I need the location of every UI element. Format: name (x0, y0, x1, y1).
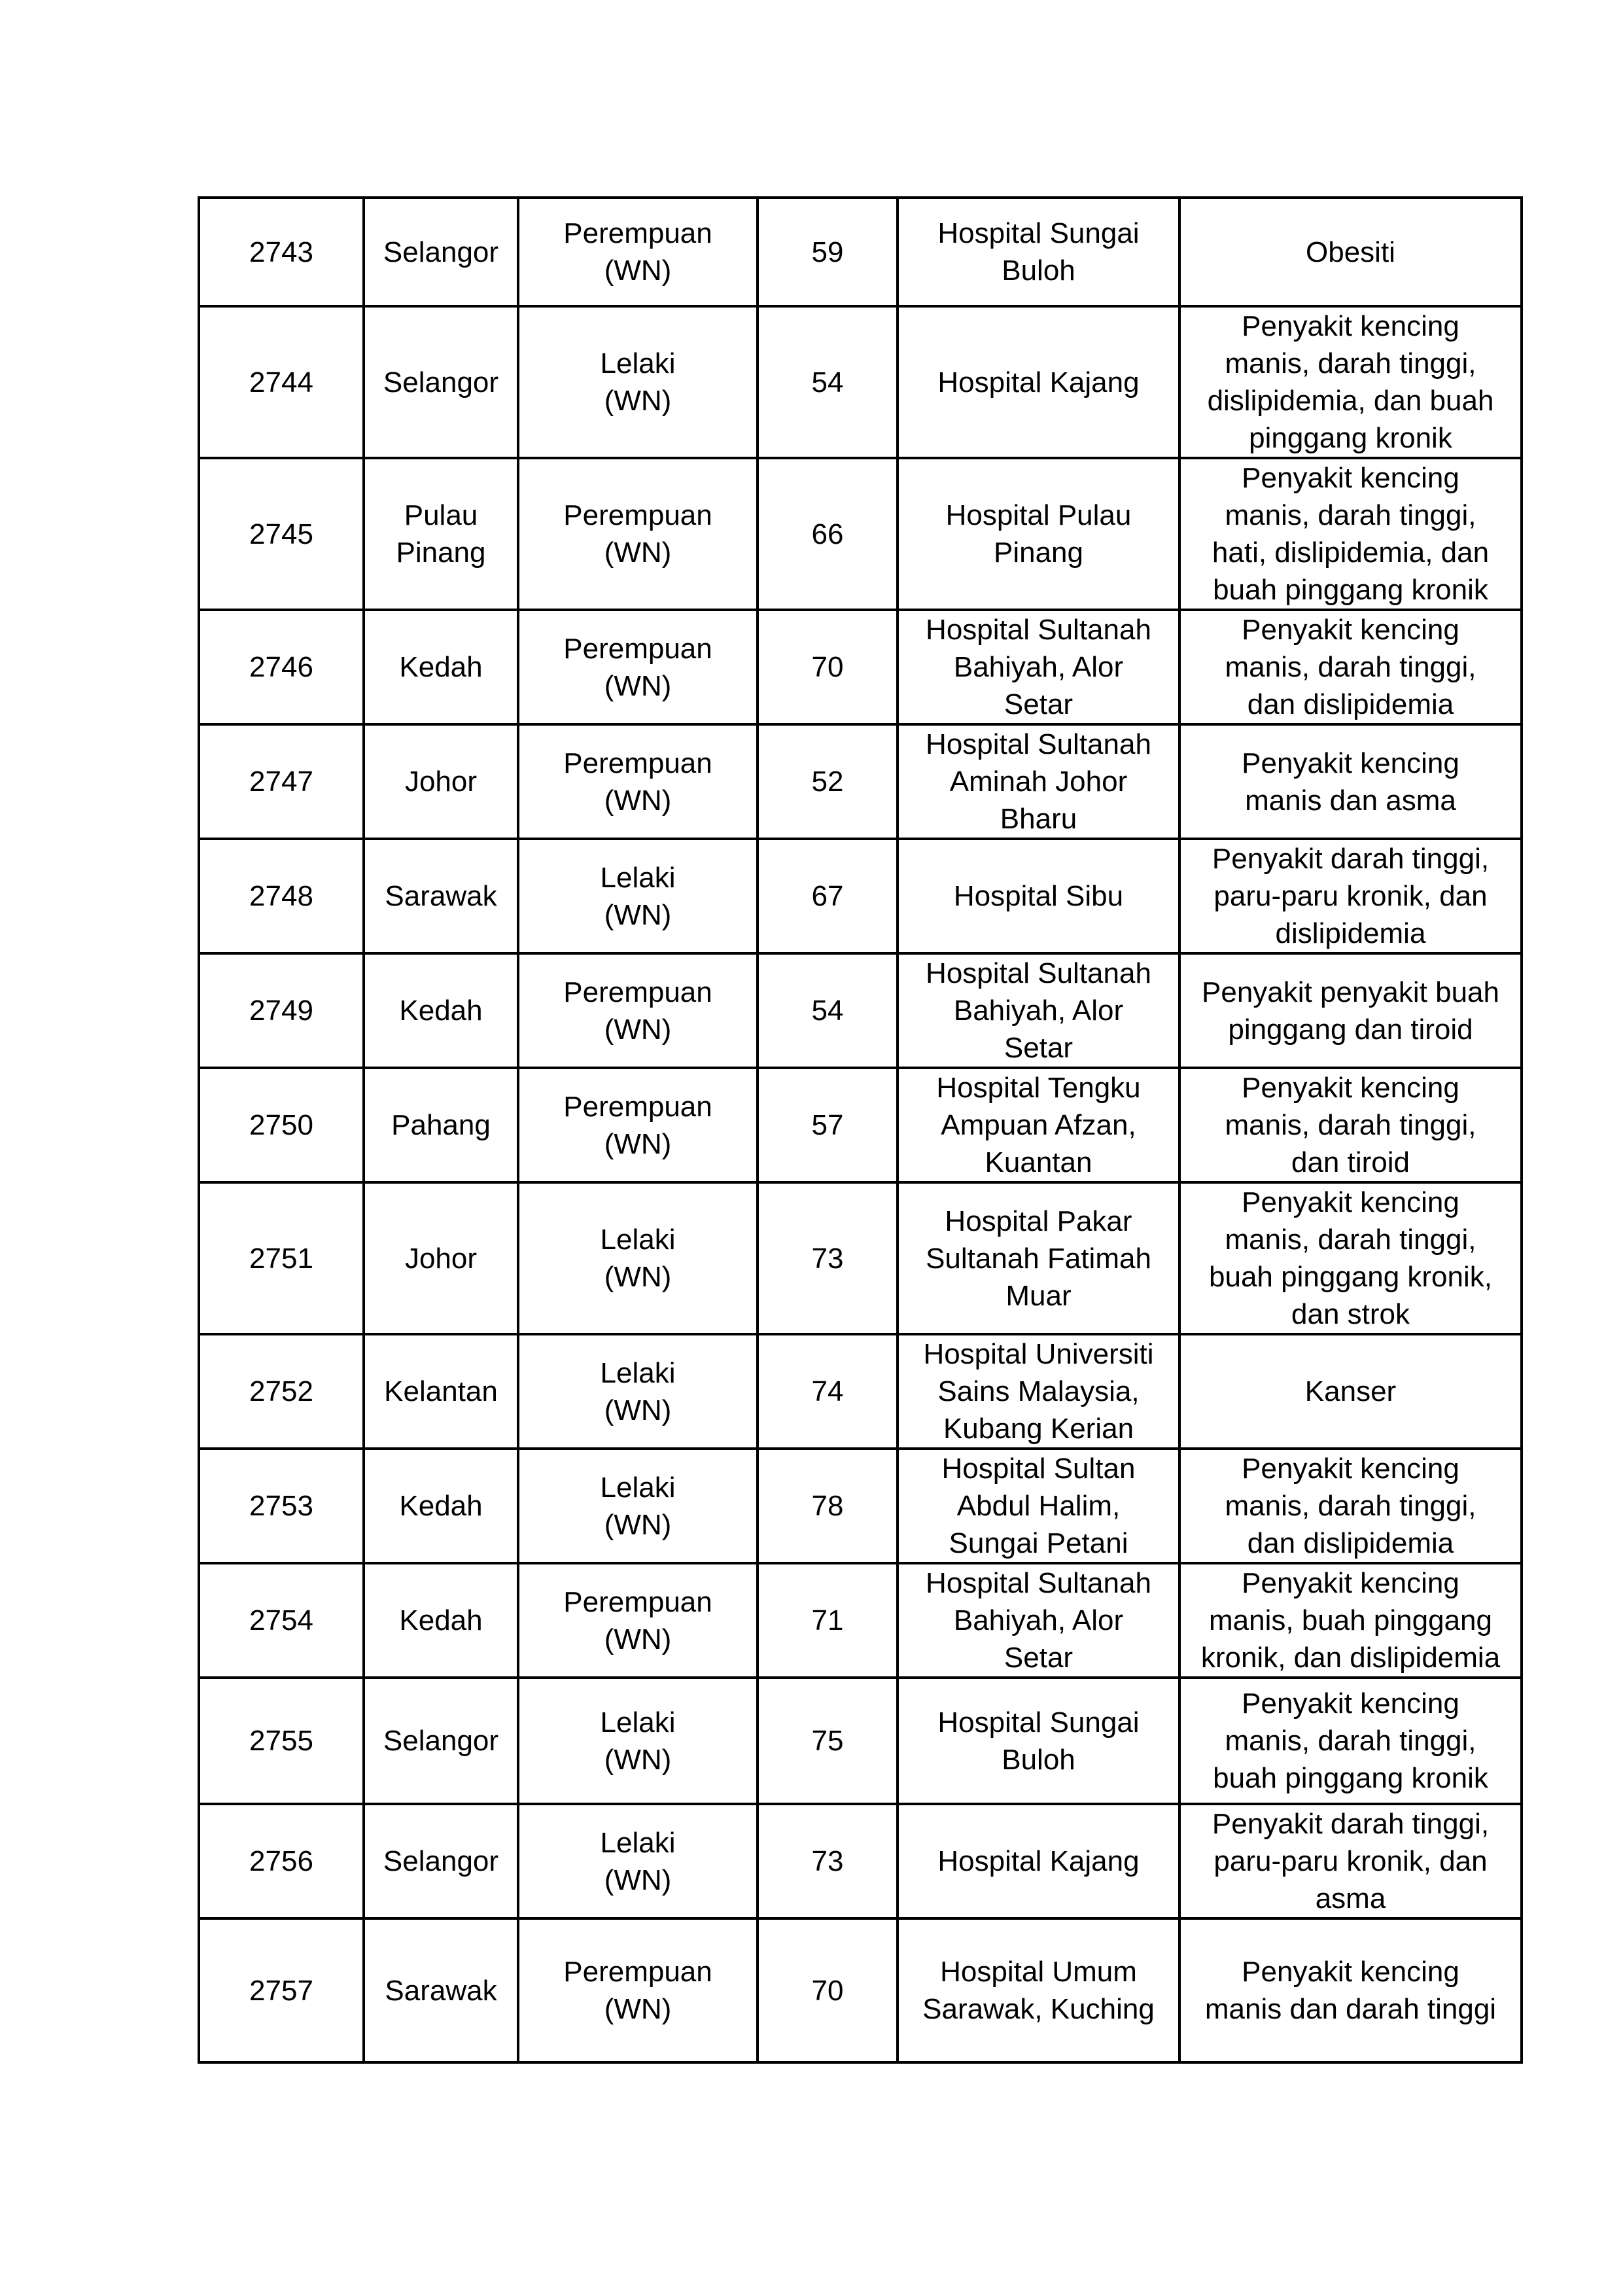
hospital-cell: Hospital Tengku Ampuan Afzan, Kuantan (898, 1068, 1179, 1182)
gender-cell: Lelaki (WN) (518, 306, 758, 458)
case-number-cell: 2743 (199, 198, 364, 306)
case-number-cell: 2748 (199, 839, 364, 953)
gender-cell: Perempuan (WN) (518, 198, 758, 306)
state-cell: Kedah (364, 953, 518, 1068)
age-cell: 54 (758, 953, 898, 1068)
age-cell: 67 (758, 839, 898, 953)
hospital-cell: Hospital Sungai Buloh (898, 198, 1179, 306)
hospital-cell: Hospital Sungai Buloh (898, 1678, 1179, 1804)
hospital-cell: Hospital Sultanah Bahiyah, Alor Setar (898, 610, 1179, 724)
hospital-cell: Hospital Umum Sarawak, Kuching (898, 1918, 1179, 2062)
case-number-cell: 2746 (199, 610, 364, 724)
age-cell: 57 (758, 1068, 898, 1182)
state-cell: Selangor (364, 306, 518, 458)
state-cell: Kedah (364, 1449, 518, 1563)
case-number-cell: 2752 (199, 1334, 364, 1449)
age-cell: 59 (758, 198, 898, 306)
table-row (199, 458, 1522, 610)
table-row (199, 1182, 1522, 1334)
state-cell: Pulau Pinang (364, 458, 518, 610)
hospital-cell: Hospital Universiti Sains Malaysia, Kubang Kerian (898, 1334, 1179, 1449)
case-number-cell: 2744 (199, 306, 364, 458)
gender-cell: Perempuan (WN) (518, 1563, 758, 1678)
state-cell: Johor (364, 724, 518, 839)
condition-cell: Penyakit darah tinggi, paru-paru kronik, dan asma (1179, 1804, 1522, 1918)
condition-cell: Penyakit kencing manis, darah tinggi, dislipidemia, dan buah pinggang kronik (1179, 306, 1522, 458)
case-number-cell: 2755 (199, 1678, 364, 1804)
hospital-cell: Hospital Kajang (898, 306, 1179, 458)
case-number-cell: 2749 (199, 953, 364, 1068)
state-cell: Johor (364, 1182, 518, 1334)
age-cell: 70 (758, 1918, 898, 2062)
case-number-cell: 2754 (199, 1563, 364, 1678)
death-cases-table (198, 196, 1523, 2064)
condition-cell: Penyakit kencing manis, darah tinggi, dan dislipidemia (1179, 610, 1522, 724)
case-number-cell: 2751 (199, 1182, 364, 1334)
table-row (199, 1678, 1522, 1804)
condition-cell: Penyakit kencing manis dan darah tinggi (1179, 1918, 1522, 2062)
gender-cell: Lelaki (WN) (518, 1678, 758, 1804)
table-row (199, 610, 1522, 724)
state-cell: Selangor (364, 198, 518, 306)
age-cell: 52 (758, 724, 898, 839)
state-cell: Sarawak (364, 1918, 518, 2062)
age-cell: 73 (758, 1182, 898, 1334)
table-row (199, 306, 1522, 458)
case-number-cell: 2757 (199, 1918, 364, 2062)
table-row (199, 1563, 1522, 1678)
condition-cell: Kanser (1179, 1334, 1522, 1449)
state-cell: Kedah (364, 610, 518, 724)
state-cell: Selangor (364, 1804, 518, 1918)
table-row (199, 1068, 1522, 1182)
hospital-cell: Hospital Sultanah Bahiyah, Alor Setar (898, 1563, 1179, 1678)
table-row (199, 198, 1522, 306)
condition-cell: Penyakit kencing manis, darah tinggi, dan tiroid (1179, 1068, 1522, 1182)
age-cell: 70 (758, 610, 898, 724)
gender-cell: Lelaki (WN) (518, 1804, 758, 1918)
case-number-cell: 2753 (199, 1449, 364, 1563)
gender-cell: Lelaki (WN) (518, 1182, 758, 1334)
condition-cell: Penyakit penyakit buah pinggang dan tiroid (1179, 953, 1522, 1068)
table-row (199, 724, 1522, 839)
hospital-cell: Hospital Sibu (898, 839, 1179, 953)
gender-cell: Perempuan (WN) (518, 1918, 758, 2062)
age-cell: 71 (758, 1563, 898, 1678)
condition-cell: Penyakit kencing manis, darah tinggi, buah pinggang kronik (1179, 1678, 1522, 1804)
table-row (199, 1804, 1522, 1918)
table-row (199, 1334, 1522, 1449)
state-cell: Sarawak (364, 839, 518, 953)
gender-cell: Lelaki (WN) (518, 1449, 758, 1563)
gender-cell: Perempuan (WN) (518, 610, 758, 724)
state-cell: Kelantan (364, 1334, 518, 1449)
gender-cell: Lelaki (WN) (518, 1334, 758, 1449)
table-row (199, 839, 1522, 953)
condition-cell: Penyakit kencing manis, darah tinggi, buah pinggang kronik, dan strok (1179, 1182, 1522, 1334)
condition-cell: Penyakit kencing manis, buah pinggang kronik, dan dislipidemia (1179, 1563, 1522, 1678)
gender-cell: Lelaki (WN) (518, 839, 758, 953)
table-row (199, 953, 1522, 1068)
case-number-cell: 2750 (199, 1068, 364, 1182)
table-row (199, 1918, 1522, 2062)
condition-cell: Obesiti (1179, 198, 1522, 306)
gender-cell: Perempuan (WN) (518, 1068, 758, 1182)
gender-cell: Perempuan (WN) (518, 724, 758, 839)
state-cell: Pahang (364, 1068, 518, 1182)
age-cell: 74 (758, 1334, 898, 1449)
case-number-cell: 2747 (199, 724, 364, 839)
hospital-cell: Hospital Sultanah Bahiyah, Alor Setar (898, 953, 1179, 1068)
hospital-cell: Hospital Kajang (898, 1804, 1179, 1918)
hospital-cell: Hospital Sultan Abdul Halim, Sungai Petani (898, 1449, 1179, 1563)
state-cell: Kedah (364, 1563, 518, 1678)
hospital-cell: Hospital Sultanah Aminah Johor Bharu (898, 724, 1179, 839)
condition-cell: Penyakit darah tinggi, paru-paru kronik, dan dislipidemia (1179, 839, 1522, 953)
table-row (199, 1449, 1522, 1563)
age-cell: 73 (758, 1804, 898, 1918)
gender-cell: Perempuan (WN) (518, 953, 758, 1068)
hospital-cell: Hospital Pulau Pinang (898, 458, 1179, 610)
case-number-cell: 2756 (199, 1804, 364, 1918)
age-cell: 75 (758, 1678, 898, 1804)
condition-cell: Penyakit kencing manis, darah tinggi, hati, dislipidemia, dan buah pinggang kronik (1179, 458, 1522, 610)
case-number-cell: 2745 (199, 458, 364, 610)
condition-cell: Penyakit kencing manis dan asma (1179, 724, 1522, 839)
hospital-cell: Hospital Pakar Sultanah Fatimah Muar (898, 1182, 1179, 1334)
age-cell: 54 (758, 306, 898, 458)
age-cell: 78 (758, 1449, 898, 1563)
table-body (199, 198, 1522, 2062)
gender-cell: Perempuan (WN) (518, 458, 758, 610)
condition-cell: Penyakit kencing manis, darah tinggi, dan dislipidemia (1179, 1449, 1522, 1563)
state-cell: Selangor (364, 1678, 518, 1804)
age-cell: 66 (758, 458, 898, 610)
